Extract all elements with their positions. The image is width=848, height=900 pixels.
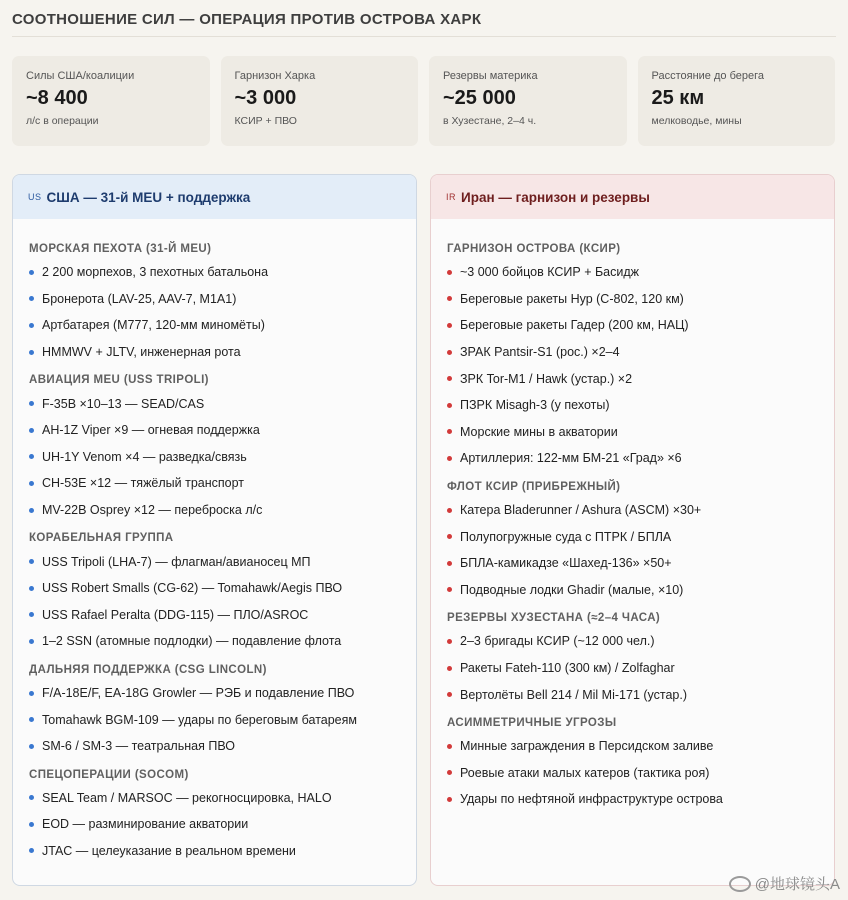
list-item	[447, 312, 819, 339]
list-item	[29, 339, 401, 366]
us-panel-title: США — 31-й MEU + поддержка	[46, 189, 251, 205]
list-item	[447, 523, 819, 550]
list-item-text: SEAL Team / MARSOC — рекогносцировка, HALO	[42, 790, 332, 805]
list-item	[447, 365, 819, 392]
bullet-dot-icon	[29, 454, 34, 459]
bullet-dot-icon	[447, 350, 452, 355]
stat-label: Расстояние до берега	[651, 70, 764, 82]
list-item	[447, 550, 819, 577]
list-item	[447, 760, 819, 787]
list-item-text: MV-22B Osprey ×12 — переброска л/с	[42, 503, 263, 518]
list-item-text: Артбатарея (M777, 120-мм миномёты)	[42, 318, 265, 333]
list-item	[447, 786, 819, 813]
section-title: СПЕЦОПЕРАЦИИ (SOCOM)	[29, 768, 189, 781]
list-item-text: Артиллерия: 122-мм БМ-21 «Град» ×6	[460, 451, 682, 466]
list-item	[447, 733, 819, 760]
list-item	[29, 470, 401, 497]
section-title: АВИАЦИЯ MEU (USS TRIPOLI)	[29, 374, 209, 387]
us-flag-icon: US	[28, 192, 42, 202]
section-title: МОРСКАЯ ПЕХОТА (31-Й MEU)	[29, 243, 212, 255]
list-item-text: ПЗРК Misagh-3 (у пехоты)	[460, 398, 610, 413]
bullet-dot-icon	[447, 692, 452, 697]
stat-label: Резервы материка	[443, 70, 538, 82]
list-item	[29, 838, 401, 865]
stat-label: Силы США/коалиции	[26, 70, 135, 82]
bullet-dot-icon	[29, 717, 34, 722]
list-item	[29, 259, 401, 286]
list-item-text: Полупогружные суда с ПТРК / БПЛА	[460, 529, 672, 544]
list-item-text: 1–2 SSN (атомные подлодки) — подавление флота	[42, 634, 342, 649]
bullet-dot-icon	[447, 296, 452, 301]
stat-note: КСИР + ПВО	[234, 115, 297, 127]
bullet-dot-icon	[447, 429, 452, 434]
list-item-text: SM-6 / SM-3 — театральная ПВО	[42, 739, 235, 754]
section-title: ГАРНИЗОН ОСТРОВА (КСИР)	[447, 243, 621, 255]
stat-card-distance-to-shore	[638, 56, 836, 146]
section-title: КОРАБЕЛЬНАЯ ГРУППА	[29, 532, 174, 545]
list-item	[29, 444, 401, 471]
list-item	[29, 811, 401, 838]
bullet-dot-icon	[29, 586, 34, 591]
list-item	[29, 312, 401, 339]
bullet-dot-icon	[29, 612, 34, 617]
list-item	[447, 681, 819, 708]
bullet-dot-icon	[447, 666, 452, 671]
iran-panel-body	[431, 219, 834, 813]
list-item	[29, 628, 401, 655]
watermark	[729, 873, 840, 894]
list-item-text: JTAC — целеуказание в реальном времени	[42, 843, 296, 858]
iran-panel-header	[431, 175, 834, 219]
list-item-text: Роевые атаки малых катеров (тактика роя)	[460, 765, 710, 780]
list-item	[447, 497, 819, 524]
stat-value: ~3 000	[234, 87, 297, 109]
bullet-dot-icon	[447, 561, 452, 566]
list-item-text: Минные заграждения в Персидском заливе	[460, 739, 714, 754]
bullet-dot-icon	[29, 795, 34, 800]
list-item	[29, 286, 401, 313]
title-divider	[12, 36, 836, 37]
bullet-dot-icon	[29, 296, 34, 301]
bullet-dot-icon	[29, 350, 34, 355]
section-title: ДАЛЬНЯЯ ПОДДЕРЖКА (CSG LINCOLN)	[29, 663, 267, 676]
list-item	[447, 286, 819, 313]
stat-value: ~25 000	[443, 87, 516, 109]
list-item-text: USS Tripoli (LHA-7) — флагман/авианосец МП	[42, 554, 311, 569]
list-item-text: ЗРК Tor-M1 / Hawk (устар.) ×2	[460, 371, 633, 386]
list-item-text: ЗРАК Pantsir-S1 (рос.) ×2–4	[460, 345, 620, 360]
list-item-text: БПЛА-камикадзе «Шахед-136» ×50+	[460, 556, 672, 571]
list-item-text: USS Rafael Peralta (DDG-115) — ПЛО/ASROC	[42, 607, 309, 622]
section-title: ФЛОТ КСИР (ПРИБРЕЖНЫЙ)	[447, 480, 621, 493]
bullet-dot-icon	[447, 456, 452, 461]
list-item	[29, 680, 401, 707]
list-item-text: AH-1Z Viper ×9 — огневая поддержка	[42, 423, 260, 438]
bullet-dot-icon	[29, 744, 34, 749]
bullet-dot-icon	[29, 691, 34, 696]
list-item	[29, 575, 401, 602]
list-item-text: F-35B ×10–13 — SEAD/CAS	[42, 396, 205, 411]
list-item-text: Tomahawk BGM-109 — удары по береговым батареям	[42, 712, 357, 727]
stat-note: л/с в операции	[26, 115, 99, 127]
us-forces-panel	[12, 174, 417, 886]
list-item	[29, 706, 401, 733]
bullet-dot-icon	[447, 639, 452, 644]
list-item-text: F/A-18E/F, EA-18G Growler — РЭБ и подавление ПВО	[42, 686, 355, 701]
list-item	[447, 655, 819, 682]
list-item-text: Подводные лодки Ghadir (малые, ×10)	[460, 582, 684, 597]
us-panel-body	[13, 219, 416, 864]
stat-value: ~8 400	[26, 87, 88, 109]
list-item-text: HMMWV + JLTV, инженерная рота	[42, 345, 241, 360]
list-item	[29, 390, 401, 417]
list-item	[447, 419, 819, 446]
iran-flag-icon: IR	[446, 192, 456, 202]
bullet-dot-icon	[447, 587, 452, 592]
list-item	[447, 259, 819, 286]
list-item-text: Катера Bladerunner / Ashura (ASCM) ×30+	[460, 503, 702, 518]
list-item	[29, 602, 401, 629]
list-item-text: Вертолёты Bell 214 / Mil Mi-171 (устар.)	[460, 687, 688, 702]
list-item-text: UH-1Y Venom ×4 — разведка/связь	[42, 449, 247, 464]
list-item	[29, 497, 401, 524]
stat-card-mainland-reserves	[429, 56, 627, 146]
list-item	[29, 548, 401, 575]
bullet-dot-icon	[29, 559, 34, 564]
bullet-dot-icon	[447, 403, 452, 408]
bullet-dot-icon	[29, 270, 34, 275]
list-item-text: 2–3 бригады КСИР (~12 000 чел.)	[460, 634, 655, 649]
list-item-text: Береговые ракеты Нур (C-802, 120 км)	[460, 291, 684, 306]
weibo-logo-icon	[729, 876, 751, 892]
bullet-dot-icon	[447, 770, 452, 775]
bullet-dot-icon	[29, 822, 34, 827]
us-panel-header	[13, 175, 416, 219]
list-item	[447, 577, 819, 604]
bullet-dot-icon	[29, 323, 34, 328]
list-item-text: Бронерота (LAV-25, AAV-7, M1A1)	[42, 291, 237, 306]
list-item	[29, 417, 401, 444]
bullet-dot-icon	[447, 797, 452, 802]
list-item	[447, 445, 819, 472]
bullet-dot-icon	[29, 401, 34, 406]
list-item-text: CH-53E ×12 — тяжёлый транспорт	[42, 476, 245, 491]
list-item	[447, 392, 819, 419]
stat-card-kharg-garrison	[221, 56, 419, 146]
stat-value: 25 км	[651, 87, 705, 109]
bullet-dot-icon	[447, 270, 452, 275]
stat-note: в Хузестане, 2–4 ч.	[443, 115, 537, 127]
section-title: РЕЗЕРВЫ ХУЗЕСТАНА (≈2–4 ЧАСА)	[447, 612, 661, 625]
page-title: СООТНОШЕНИЕ СИЛ — ОПЕРАЦИЯ ПРОТИВ ОСТРОВА ХАРК	[12, 11, 482, 28]
stat-note: мелководье, мины	[651, 115, 742, 127]
iran-panel-title: Иран — гарнизон и резервы	[461, 189, 650, 205]
stat-label: Гарнизон Харка	[234, 70, 316, 82]
bullet-dot-icon	[447, 534, 452, 539]
list-item	[29, 785, 401, 812]
list-item-text: USS Robert Smalls (CG-62) — Tomahawk/Aegis ПВО	[42, 581, 343, 596]
list-item	[447, 339, 819, 366]
bullet-dot-icon	[29, 428, 34, 433]
list-item-text: EOD — разминирование акватории	[42, 817, 249, 832]
list-item-text: Удары по нефтяной инфраструктуре острова	[460, 792, 723, 807]
watermark-text: @地球镜头A	[754, 876, 840, 893]
bullet-dot-icon	[29, 848, 34, 853]
list-item	[29, 733, 401, 760]
list-item-text: Береговые ракеты Гадер (200 км, НАЦ)	[460, 318, 689, 333]
bullet-dot-icon	[447, 508, 452, 513]
stat-card-us-forces	[12, 56, 210, 146]
iran-forces-panel	[430, 174, 835, 886]
list-item-text: 2 200 морпехов, 3 пехотных батальона	[42, 265, 269, 280]
list-item	[447, 628, 819, 655]
bullet-dot-icon	[29, 481, 34, 486]
section-title: АСИММЕТРИЧНЫЕ УГРОЗЫ	[447, 716, 617, 729]
list-item-text: Морские мины в акватории	[460, 424, 618, 439]
bullet-dot-icon	[447, 744, 452, 749]
list-item-text: Ракеты Fateh-110 (300 км) / Zolfaghar	[460, 661, 675, 676]
bullet-dot-icon	[447, 323, 452, 328]
bullet-dot-icon	[29, 639, 34, 644]
list-item-text: ~3 000 бойцов КСИР + Басидж	[460, 265, 640, 280]
bullet-dot-icon	[447, 376, 452, 381]
stats-row	[12, 56, 835, 146]
bullet-dot-icon	[29, 508, 34, 513]
